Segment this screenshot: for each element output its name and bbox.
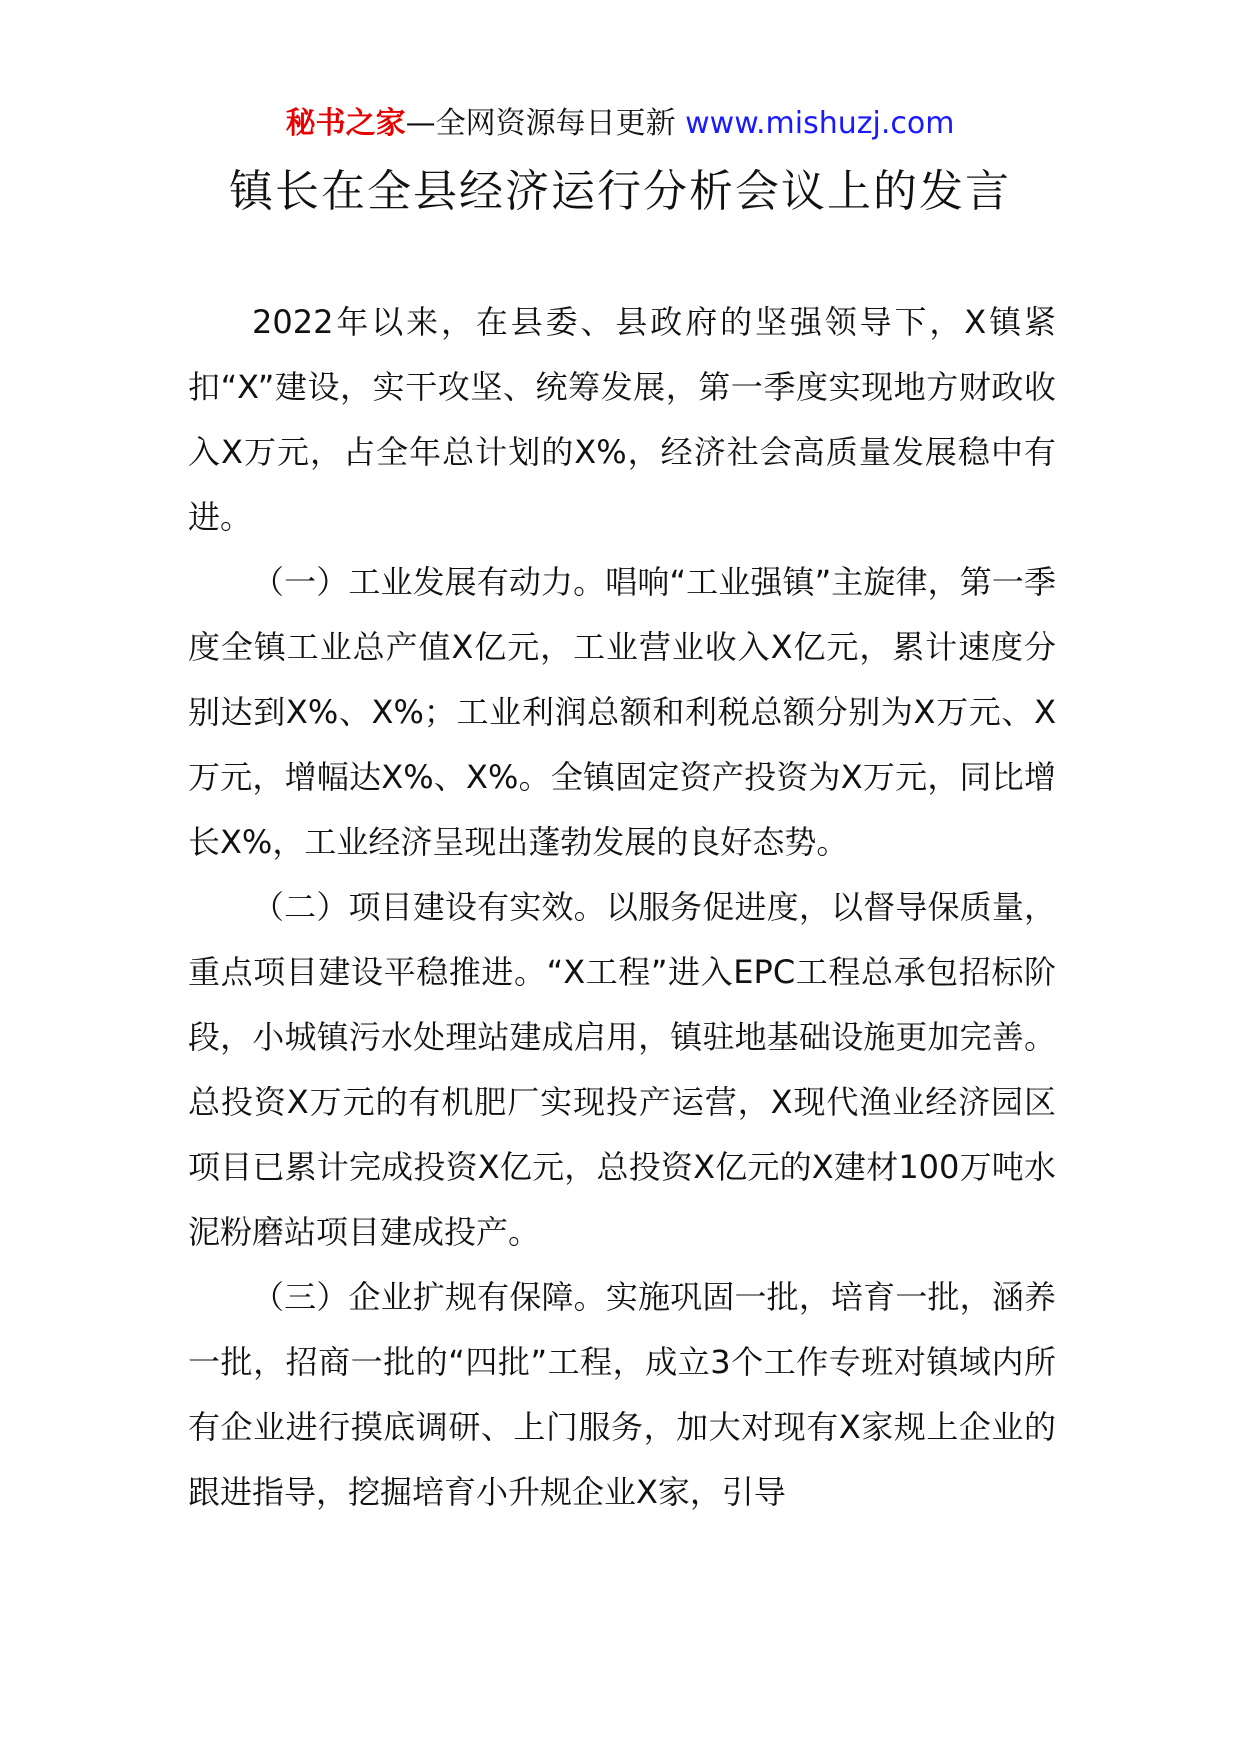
paragraph-enterprises: （三）企业扩规有保障。实施巩固一批，培育一批，涵养一批，招商一批的“四批”工程，成立3个工作专班对镇域内所有企业进行摸底调研、上门服务，加大对现有X家规上企业的跟进指导，挖掘培育小升规企业X家，引导	[188, 1278, 1056, 1511]
paragraph-projects: （二）项目建设有实效。以服务促进度，以督导保质量，重点项目建设平稳推进。“X工程”进入EPC工程总承包招标阶段，小城镇污水处理站建成启用，镇驻地基础设施更加完善。总投资X万元的有机肥厂实现投产运营，X现代渔业经济园区项目已累计完成投资X亿元，总投资X亿元的X建材100万吨水泥粉磨站项目建成投产。	[188, 888, 1056, 1251]
paragraph-intro: 2022年以来，在县委、县政府的坚强领导下，X镇紧扣“X”建设，实干攻坚、统筹发展，第一季度实现地方财政收入X万元，占全年总计划的X%，经济社会高质量发展稳中有进。	[188, 303, 1056, 536]
site-url-link[interactable]: www.mishuzj.com	[685, 106, 955, 141]
site-header	[0, 104, 1240, 144]
header-tagline: —全网资源每日更新	[405, 106, 686, 141]
paragraph-industry: （一）工业发展有动力。唱响“工业强镇”主旋律，第一季度全镇工业总产值X亿元，工业营业收入X亿元，累计速度分别达到X%、X%；工业利润总额和利税总额分别为X万元、X万元，增幅达X%、X%。全镇固定资产投资为X万元，同比增长X%，工业经济呈现出蓬勃发展的良好态势。	[188, 563, 1056, 861]
document-title: 镇长在全县经济运行分析会议上的发言	[229, 166, 1011, 217]
brand-name: 秘书之家	[285, 106, 406, 141]
document-body	[188, 290, 1056, 1525]
